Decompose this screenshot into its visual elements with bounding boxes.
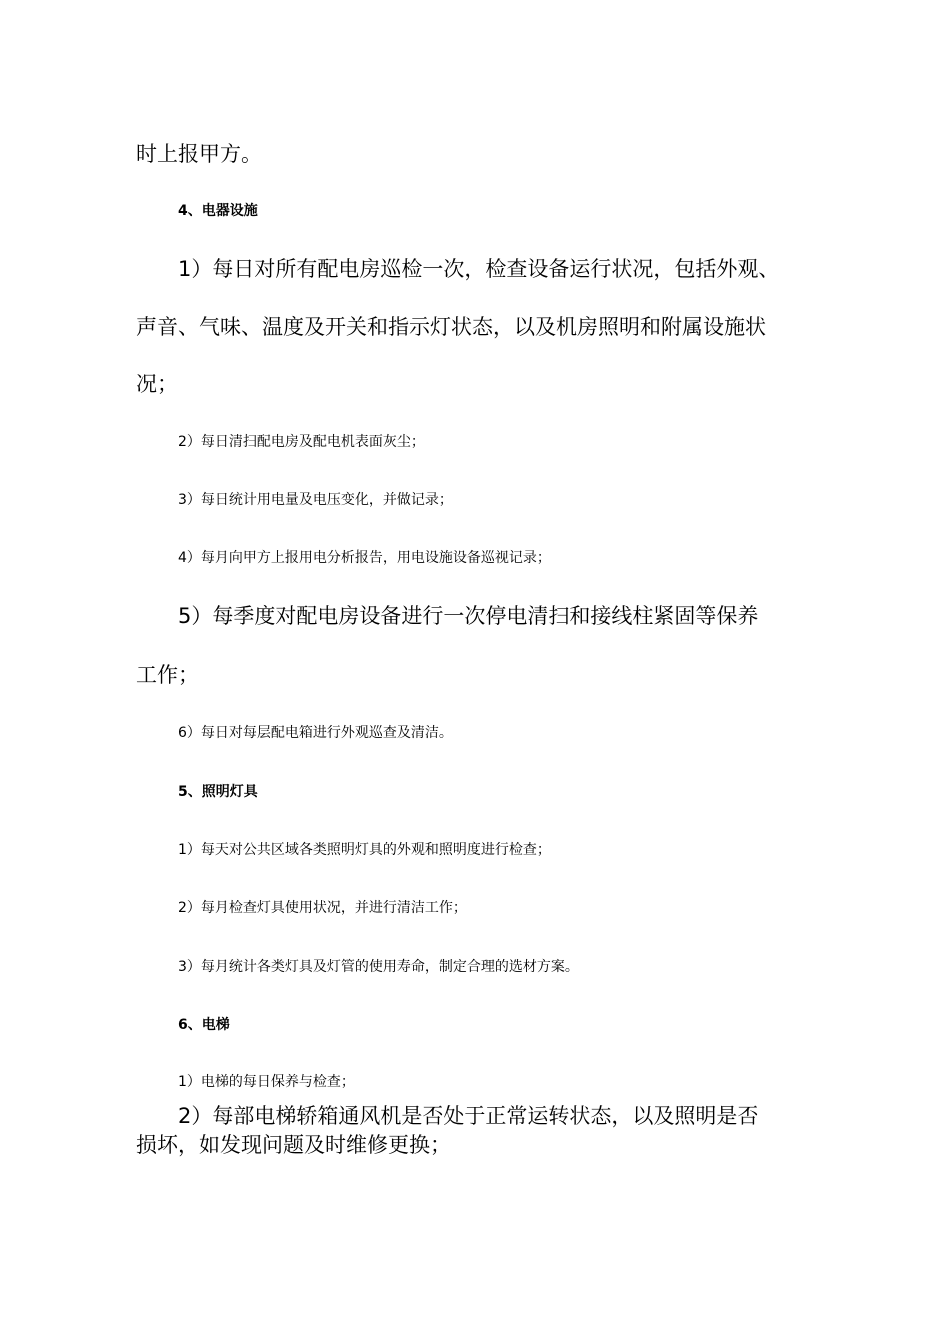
elevator-item-2-line-1: 2）每部电梯轿箱通风机是否处于正常运转状态，以及照明是否 — [178, 1104, 759, 1128]
lighting-item-2: 2）每月检查灯具使用状况，并进行清洁工作； — [178, 900, 467, 916]
electrical-item-3: 3）每日统计用电量及电压变化，并做记录； — [178, 492, 453, 508]
section-heading-lighting: 5、照明灯具 — [178, 784, 258, 800]
electrical-item-2: 2）每日清扫配电房及配电机表面灰尘； — [178, 434, 425, 450]
electrical-item-1-line-1: 1）每日对所有配电房巡检一次，检查设备运行状况，包括外观、 — [178, 257, 780, 281]
electrical-item-5-line-2: 工作； — [136, 663, 199, 687]
section-heading-elevator: 6、电梯 — [178, 1017, 230, 1033]
electrical-item-1-line-3: 况； — [136, 372, 178, 396]
lighting-item-3: 3）每月统计各类灯具及灯管的使用寿命，制定合理的选材方案。 — [178, 959, 579, 975]
electrical-item-1-line-2: 声音、气味、温度及开关和指示灯状态，以及机房照明和附属设施状 — [136, 315, 766, 339]
electrical-item-6: 6）每日对每层配电箱进行外观巡查及清洁。 — [178, 725, 453, 741]
lighting-item-1: 1）每天对公共区域各类照明灯具的外观和照明度进行检查； — [178, 842, 551, 858]
electrical-item-5-line-1: 5）每季度对配电房设备进行一次停电清扫和接线柱紧固等保养 — [178, 604, 759, 628]
paragraph-continuation: 时上报甲方。 — [136, 142, 262, 166]
elevator-item-1: 1）电梯的每日保养与检查； — [178, 1074, 355, 1090]
section-heading-electrical: 4、电器设施 — [178, 203, 258, 219]
elevator-item-2-line-2: 损坏，如发现问题及时维修更换； — [136, 1133, 451, 1157]
electrical-item-4: 4）每月向甲方上报用电分析报告，用电设施设备巡视记录； — [178, 550, 551, 566]
